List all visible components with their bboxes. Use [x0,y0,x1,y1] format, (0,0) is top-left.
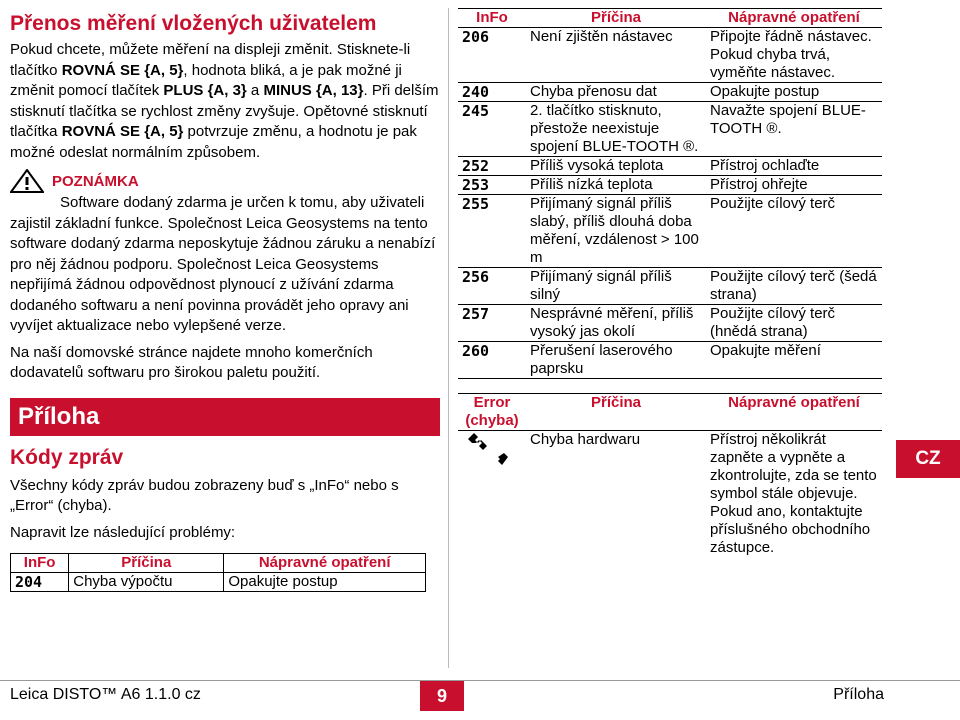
header-error: Error (chyba) [458,394,526,431]
paragraph-codes: Všechny kódy zpráv budou zobrazeny buď s „InFo“ nebo s „Error“ (chyba). [10,476,399,514]
table-header-row [458,394,882,431]
code-cell: 257 [458,305,526,342]
cause-cell: Chyba přenosu dat [526,83,706,102]
cause-cell: Nesprávné měření, příliš vysoký jas okolí [526,305,706,342]
header-cause: Příčina [69,554,224,573]
code-cell: 240 [458,83,526,102]
code-cell: 260 [458,342,526,379]
section-title: Přenos měření vložených uživatelem [10,12,377,35]
table-row [458,305,882,342]
table-header-row [458,9,882,28]
footer-product: Leica DISTO™ A6 1.1.0 cz [10,686,201,703]
table-row [458,157,882,176]
cause-cell: Přerušení laserového paprsku [526,342,706,379]
note-label: POZNÁMKA [52,172,139,190]
remedy-cell: Přístroj ohřejte [706,176,882,195]
cause-cell: Příliš nízká teplota [526,176,706,195]
table-row [458,195,882,268]
table-row [458,176,882,195]
paragraph-fixable: Napravit lze následující problémy: [10,523,236,541]
cause-cell: 2. tlačítko stisknuto, přestože neexistuje spojení BLUE-TOOTH ®. [526,102,706,157]
info-table-right [458,8,882,379]
remedy-cell: Opakujte postup [706,83,882,102]
language-tab: CZ [896,440,960,478]
cause-cell: Není zjištěn nástavec [526,28,706,83]
table-row [458,28,882,83]
table-row [458,431,882,558]
remedy-cell: Navažte spojení BLUE-TOOTH ®. [706,102,882,157]
remedy-cell: Použijte cílový terč (hnědá strana) [706,305,882,342]
header-cause: Příčina [526,9,706,28]
column-divider [448,8,449,668]
table-row [11,573,426,592]
table-row [458,268,882,305]
remedy-cell: Přístroj několikrát zapněte a vypněte a zkontrolujte, zda se tento symbol stále objevuje. Pokud ano, kontaktujte příslušného obchodního zástupce. [710,431,877,556]
info-table-left [10,553,426,592]
page-number: 9 [420,681,464,711]
header-cause: Příčina [526,394,706,431]
code-cell: 255 [458,195,526,268]
code-cell: 206 [458,28,526,83]
table-header-row [11,554,426,573]
wrench-icon [462,431,510,467]
remedy-cell: Použijte cílový terč [706,195,882,268]
table-row [458,83,882,102]
remedy-cell: Opakujte postup [224,573,426,592]
table-row [458,102,882,157]
header-info: InFo [458,9,526,28]
code-cell: 252 [458,157,526,176]
paragraph-dealers: Na naší domovské stránce najdete mnoho komerčních dodavatelů softwaru pro širokou paletu použití. [10,343,373,381]
remedy-cell: Použijte cílový terč (šedá strana) [706,268,882,305]
table-row [458,342,882,379]
header-remedy: Nápravné opatření [224,554,426,573]
remedy-cell: Opakujte měření [706,342,882,379]
footer-divider [0,680,960,681]
footer-section: Příloha [833,686,884,703]
appendix-banner: Příloha [10,398,440,436]
cause-cell: Přijímaný signál příliš slabý, příliš dlouhá doba měření, vzdálenost > 100 m [526,195,706,268]
remedy-cell: Připojte řádně nástavec. Pokud chyba trvá, vyměňte nástavec. [706,28,882,83]
left-column [10,12,440,592]
error-icon-cell [458,431,526,558]
paragraph-intro: Pokud chcete, můžete měření na displeji změnit. Stisknete-li tlačítko ROVNÁ SE {A, 5}, hodnota bliká, a je pak možné ji změnit pomocí tlačítek PLUS {A, 3} a MINUS {A, 13}. Při delším stisknutí tlačítka se rychlost změny zvyšuje. Opětovné stisknutí tlačítka ROVNÁ SE {A, 5} potvrzuje změnu, a hodnotu je pak možné odeslat normálním způsobem. [10,41,439,161]
code-cell: 204 [11,573,69,592]
code-cell: 245 [458,102,526,157]
cause-cell: Přijímaný signál příliš silný [526,268,706,305]
note-header [10,169,440,193]
cause-cell: Chyba hardwaru [530,431,641,448]
note-text: Software dodaný zdarma je určen k tomu, aby uživateli zajistil základní funkce. Společnost Leica Geosystems na tento software dodaný zdarma neposkytuje žádnou záruku a nenabízí pro něj žádnou podporu. Společnost Leica Geosystems nepřijímá žádnou odpovědnost plynoucí z užívání zdarma dodaného softwaru a není povinna provádět jeho opravy ani vyvíjet aktualizace nebo vylepšené verze. [10,194,436,334]
header-info: InFo [11,554,69,573]
code-cell: 256 [458,268,526,305]
code-cell: 253 [458,176,526,195]
cause-cell: Příliš vysoká teplota [526,157,706,176]
remedy-cell: Přístroj ochlaďte [706,157,882,176]
error-table [458,393,882,557]
subsection-title: Kódy zpráv [10,445,124,469]
header-remedy: Nápravné opatření [706,9,882,28]
warning-icon [10,169,44,193]
cause-cell: Chyba výpočtu [69,573,224,592]
right-column [458,8,882,557]
header-remedy: Nápravné opatření [706,394,882,431]
